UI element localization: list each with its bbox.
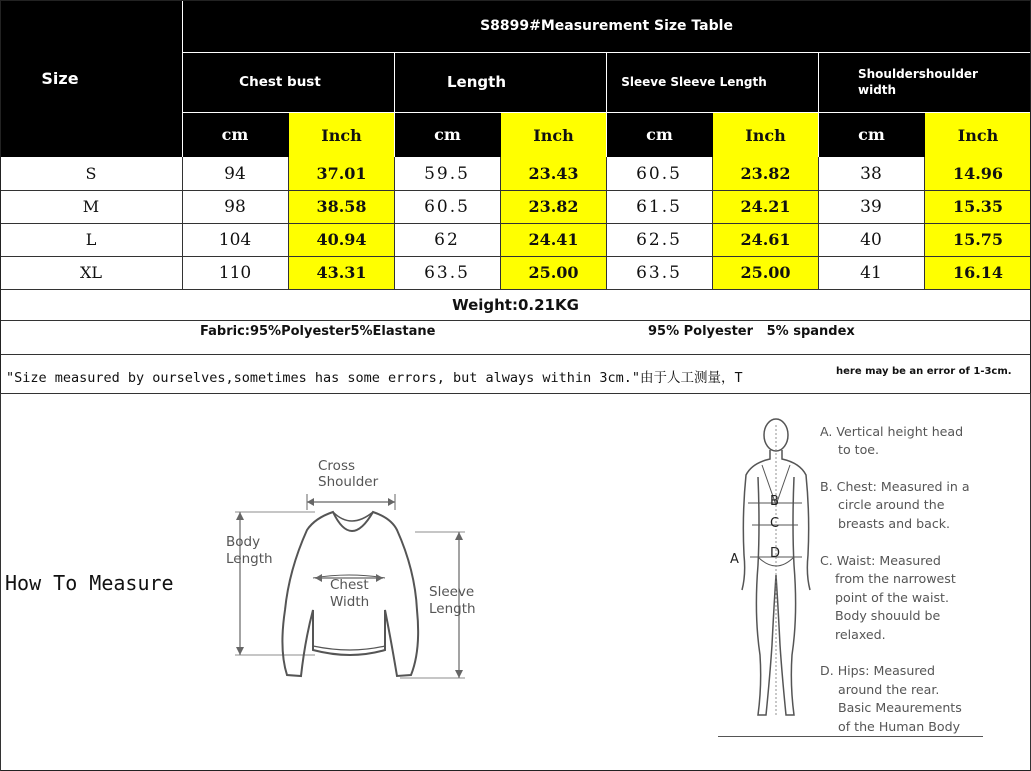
- legend-line: to toe.: [838, 442, 880, 457]
- body-length-label: [226, 534, 273, 568]
- marker-c: C: [770, 516, 780, 531]
- row-size: L: [85, 230, 97, 249]
- unit-inch: Inch: [501, 113, 606, 157]
- shoulder-inch: 15.35: [952, 197, 1004, 216]
- length-inch: 23.43: [528, 164, 579, 183]
- cross-shoulder-label: [318, 458, 378, 490]
- shoulder-inch: 15.75: [952, 230, 1004, 249]
- sleeve-inch: 23.82: [740, 164, 791, 183]
- length-cm: 60.5: [424, 196, 470, 217]
- row-size: M: [82, 197, 100, 216]
- row-divider: [0, 320, 1031, 321]
- unit-cm: cm: [858, 125, 885, 144]
- how-to-measure-label: How To Measure: [5, 571, 174, 595]
- unit-cm: cm: [646, 125, 673, 144]
- legend-line: from the narrowest: [835, 571, 956, 586]
- row-size: XL: [79, 263, 102, 282]
- shoulder-inch: 14.96: [952, 164, 1004, 183]
- table-title: S8899#Measurement Size Table: [480, 18, 733, 34]
- sleeve-inch: 25.00: [740, 263, 791, 282]
- legend-line: breasts and back.: [838, 516, 951, 531]
- legend-line: relaxed.: [835, 627, 886, 642]
- length-cm: 62: [434, 229, 460, 250]
- sleeve-length-label: [429, 584, 476, 618]
- chest-cm: 98: [224, 196, 246, 217]
- chest-inch: 43.31: [316, 263, 367, 282]
- legend-line: C. Waist: Measured: [820, 553, 941, 568]
- sleeve-cm: 61.5: [636, 196, 682, 217]
- group-length: Length: [447, 73, 506, 91]
- chest-cm: 94: [224, 163, 246, 184]
- marker-a: A: [730, 552, 739, 567]
- shoulder-cm: 38: [860, 163, 882, 184]
- size-note: "Size measured by ourselves,sometimes has some errors, but always within 3cm."由于人工测量，T: [6, 370, 743, 386]
- legend-line: of the Human Body: [838, 719, 961, 734]
- sleeve-inch: 24.61: [740, 230, 791, 249]
- unit-cm: cm: [434, 125, 461, 144]
- length-inch: 25.00: [528, 263, 579, 282]
- size-header: Size: [41, 69, 79, 88]
- sleeve-cm: 62.5: [636, 229, 682, 250]
- chest-inch: 37.01: [316, 164, 367, 183]
- unit-inch: Inch: [289, 113, 394, 157]
- label-line: Cross: [318, 458, 356, 474]
- unit-inch: Inch: [925, 113, 1031, 157]
- shoulder-inch: 16.14: [952, 263, 1004, 282]
- marker-b: B: [770, 494, 779, 509]
- length-cm: 63.5: [424, 262, 470, 283]
- unit-inch: Inch: [713, 113, 818, 157]
- fabric-info-alt: 95% Polyester 5% spandex: [648, 324, 855, 339]
- chest-inch: 38.58: [316, 197, 367, 216]
- sleeve-inch: 24.21: [740, 197, 791, 216]
- label-line: Chest: [330, 577, 369, 593]
- sleeve-cm: 60.5: [636, 163, 682, 184]
- shoulder-cm: 39: [860, 196, 882, 217]
- length-inch: 23.82: [528, 197, 579, 216]
- label-line: Body: [226, 534, 261, 550]
- legend-line: point of the waist.: [835, 590, 949, 605]
- label-line: Sleeve: [429, 584, 475, 600]
- row-divider: [0, 393, 1031, 394]
- chest-width-label: [330, 577, 369, 611]
- weight-info: Weight:0.21KG: [452, 295, 579, 314]
- chest-cm: 104: [218, 229, 252, 250]
- legend-line: Basic Meaurements: [838, 700, 962, 715]
- col-divider: [0, 393, 1, 771]
- unit-cm: cm: [221, 125, 249, 144]
- legend-line: A. Vertical height head: [820, 424, 964, 439]
- legend-line: around the rear.: [838, 682, 940, 697]
- legend-line: B. Chest: Measured in a: [820, 479, 970, 494]
- chest-cm: 110: [218, 262, 252, 283]
- marker-d: D: [770, 546, 781, 561]
- sleeve-cm: 63.5: [636, 262, 682, 283]
- row-divider: [0, 354, 1031, 355]
- label-line: Length: [429, 601, 476, 617]
- legend-line: D. Hips: Measured: [820, 663, 935, 678]
- chest-inch: 40.94: [316, 230, 367, 249]
- fabric-info: Fabric:95%Polyester5%Elastane: [200, 324, 436, 339]
- group-chest-bust: Chest bust: [239, 74, 321, 90]
- shoulder-cm: 41: [860, 262, 882, 283]
- label-line: Width: [330, 594, 370, 610]
- group-shoulder-width: Shouldershoulder width: [858, 67, 978, 97]
- legend-line: circle around the: [838, 497, 945, 512]
- group-sleeve-length: Sleeve Sleeve Length: [621, 75, 767, 89]
- legend-line: Body shouuld be: [835, 608, 941, 623]
- body-figure: [732, 415, 822, 725]
- length-cm: 59.5: [424, 163, 470, 184]
- length-inch: 24.41: [528, 230, 579, 249]
- label-line: Length: [226, 551, 273, 567]
- size-note-small: here may be an error of 1-3cm.: [836, 366, 1012, 377]
- label-line: Shoulder: [318, 474, 379, 490]
- row-size: S: [85, 164, 97, 183]
- shoulder-cm: 40: [860, 229, 882, 250]
